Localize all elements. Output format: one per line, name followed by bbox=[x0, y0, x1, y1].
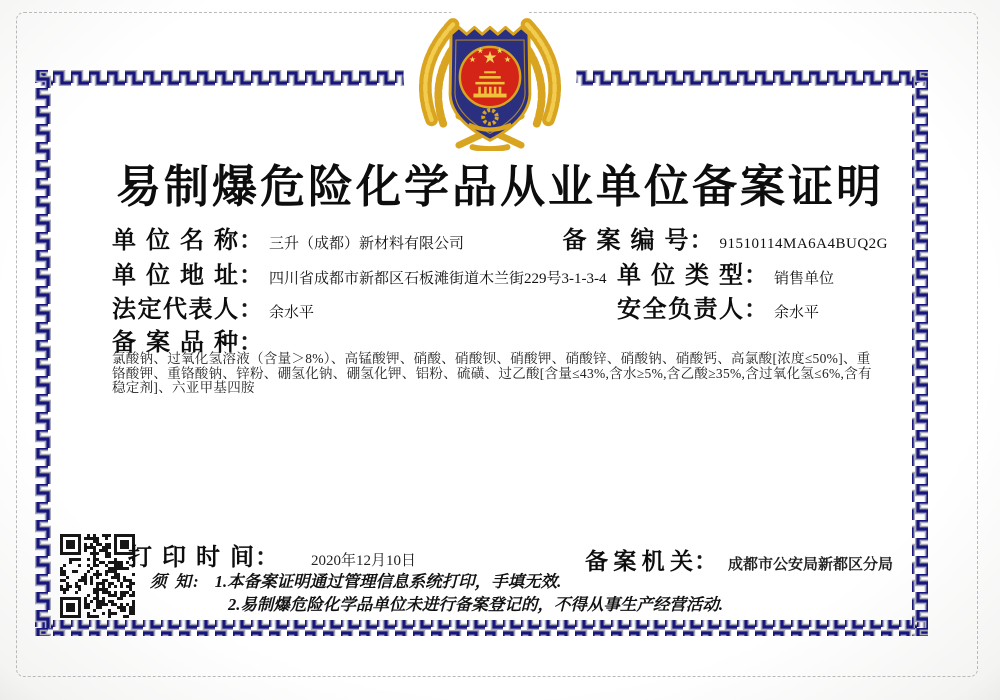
safety-officer-label: 安全负责人 bbox=[617, 297, 743, 323]
field-unit-name bbox=[112, 220, 563, 255]
colon: ： bbox=[255, 545, 279, 571]
field-record-no bbox=[563, 220, 888, 255]
colon: ： bbox=[744, 263, 768, 289]
colon: ： bbox=[239, 297, 263, 323]
unit-type-label: 单位类型 bbox=[617, 263, 743, 289]
colon: ： bbox=[694, 549, 718, 575]
varieties-text: 氯酸钠、过氧化氢溶液（含量＞8%）、高锰酸钾、硝酸、硝酸钡、硝酸钾、硝酸锌、硝酸钠、硝酸钙、高氯酸[浓度≤50%]、重铬酸钾、重铬酸钠、锌粉、硼氢化钠、硼氢化钾、铝粉、硫磺、过乙酸[含量≤43%,含水≥5%,含乙酸≥35%,含过氧化氢≤6%,含有稳定剂]、六亚甲基四胺 bbox=[112, 351, 872, 396]
legal-rep-value: 余水平 bbox=[269, 305, 315, 321]
certificate-title: 易制爆危险化学品从业单位备案证明 bbox=[115, 161, 884, 212]
emblem bbox=[400, 5, 580, 151]
print-time-value: 2020年12月10日 bbox=[311, 553, 417, 569]
record-no-label: 备案编号 bbox=[562, 228, 689, 254]
unit-address-label: 单位地址 bbox=[112, 263, 238, 289]
colon: ： bbox=[689, 228, 714, 254]
field-row-3 bbox=[112, 289, 888, 324]
colon: ： bbox=[744, 297, 768, 323]
unit-address-value: 四川省成都市新都区石板滩街道木兰街229号3-1-3-4 bbox=[269, 271, 607, 287]
unit-name-value: 三升（成都）新材料有限公司 bbox=[269, 236, 465, 252]
authority-value: 成都市公安局新都区分局 bbox=[728, 557, 894, 573]
legal-rep-label: 法定代表人 bbox=[112, 297, 238, 323]
notice-line-1: 1.本备案证明通过管理信息系统打印，手填无效. bbox=[214, 572, 562, 591]
notice-block bbox=[150, 570, 750, 616]
notice-label: 须 知: bbox=[150, 572, 201, 591]
field-legal-rep bbox=[112, 289, 617, 324]
field-unit-address bbox=[112, 255, 617, 290]
colon: ： bbox=[239, 228, 263, 254]
unit-type-value: 销售单位 bbox=[774, 271, 835, 287]
field-print-time bbox=[128, 537, 416, 572]
notice-line-2: 2.易制爆危险化学品单位未进行备案登记的，不得从事生产经营活动. bbox=[228, 595, 723, 614]
field-unit-type bbox=[617, 255, 834, 290]
safety-officer-value: 余水平 bbox=[774, 305, 820, 321]
china-police-badge-icon bbox=[400, 5, 580, 151]
authority-label: 备案机关 bbox=[585, 549, 693, 574]
field-row-1 bbox=[112, 220, 888, 255]
varieties-label: 备案品种 bbox=[112, 330, 238, 356]
record-no-value: 91510114MA6A4BUQ2G bbox=[719, 236, 888, 252]
print-time-label: 打印时间 bbox=[128, 545, 254, 571]
colon: ： bbox=[239, 330, 263, 356]
field-row-2 bbox=[112, 255, 888, 290]
qr-code bbox=[60, 534, 135, 618]
field-safety-officer bbox=[617, 289, 819, 324]
colon: ： bbox=[239, 263, 263, 289]
unit-name-label: 单位名称 bbox=[112, 228, 238, 254]
